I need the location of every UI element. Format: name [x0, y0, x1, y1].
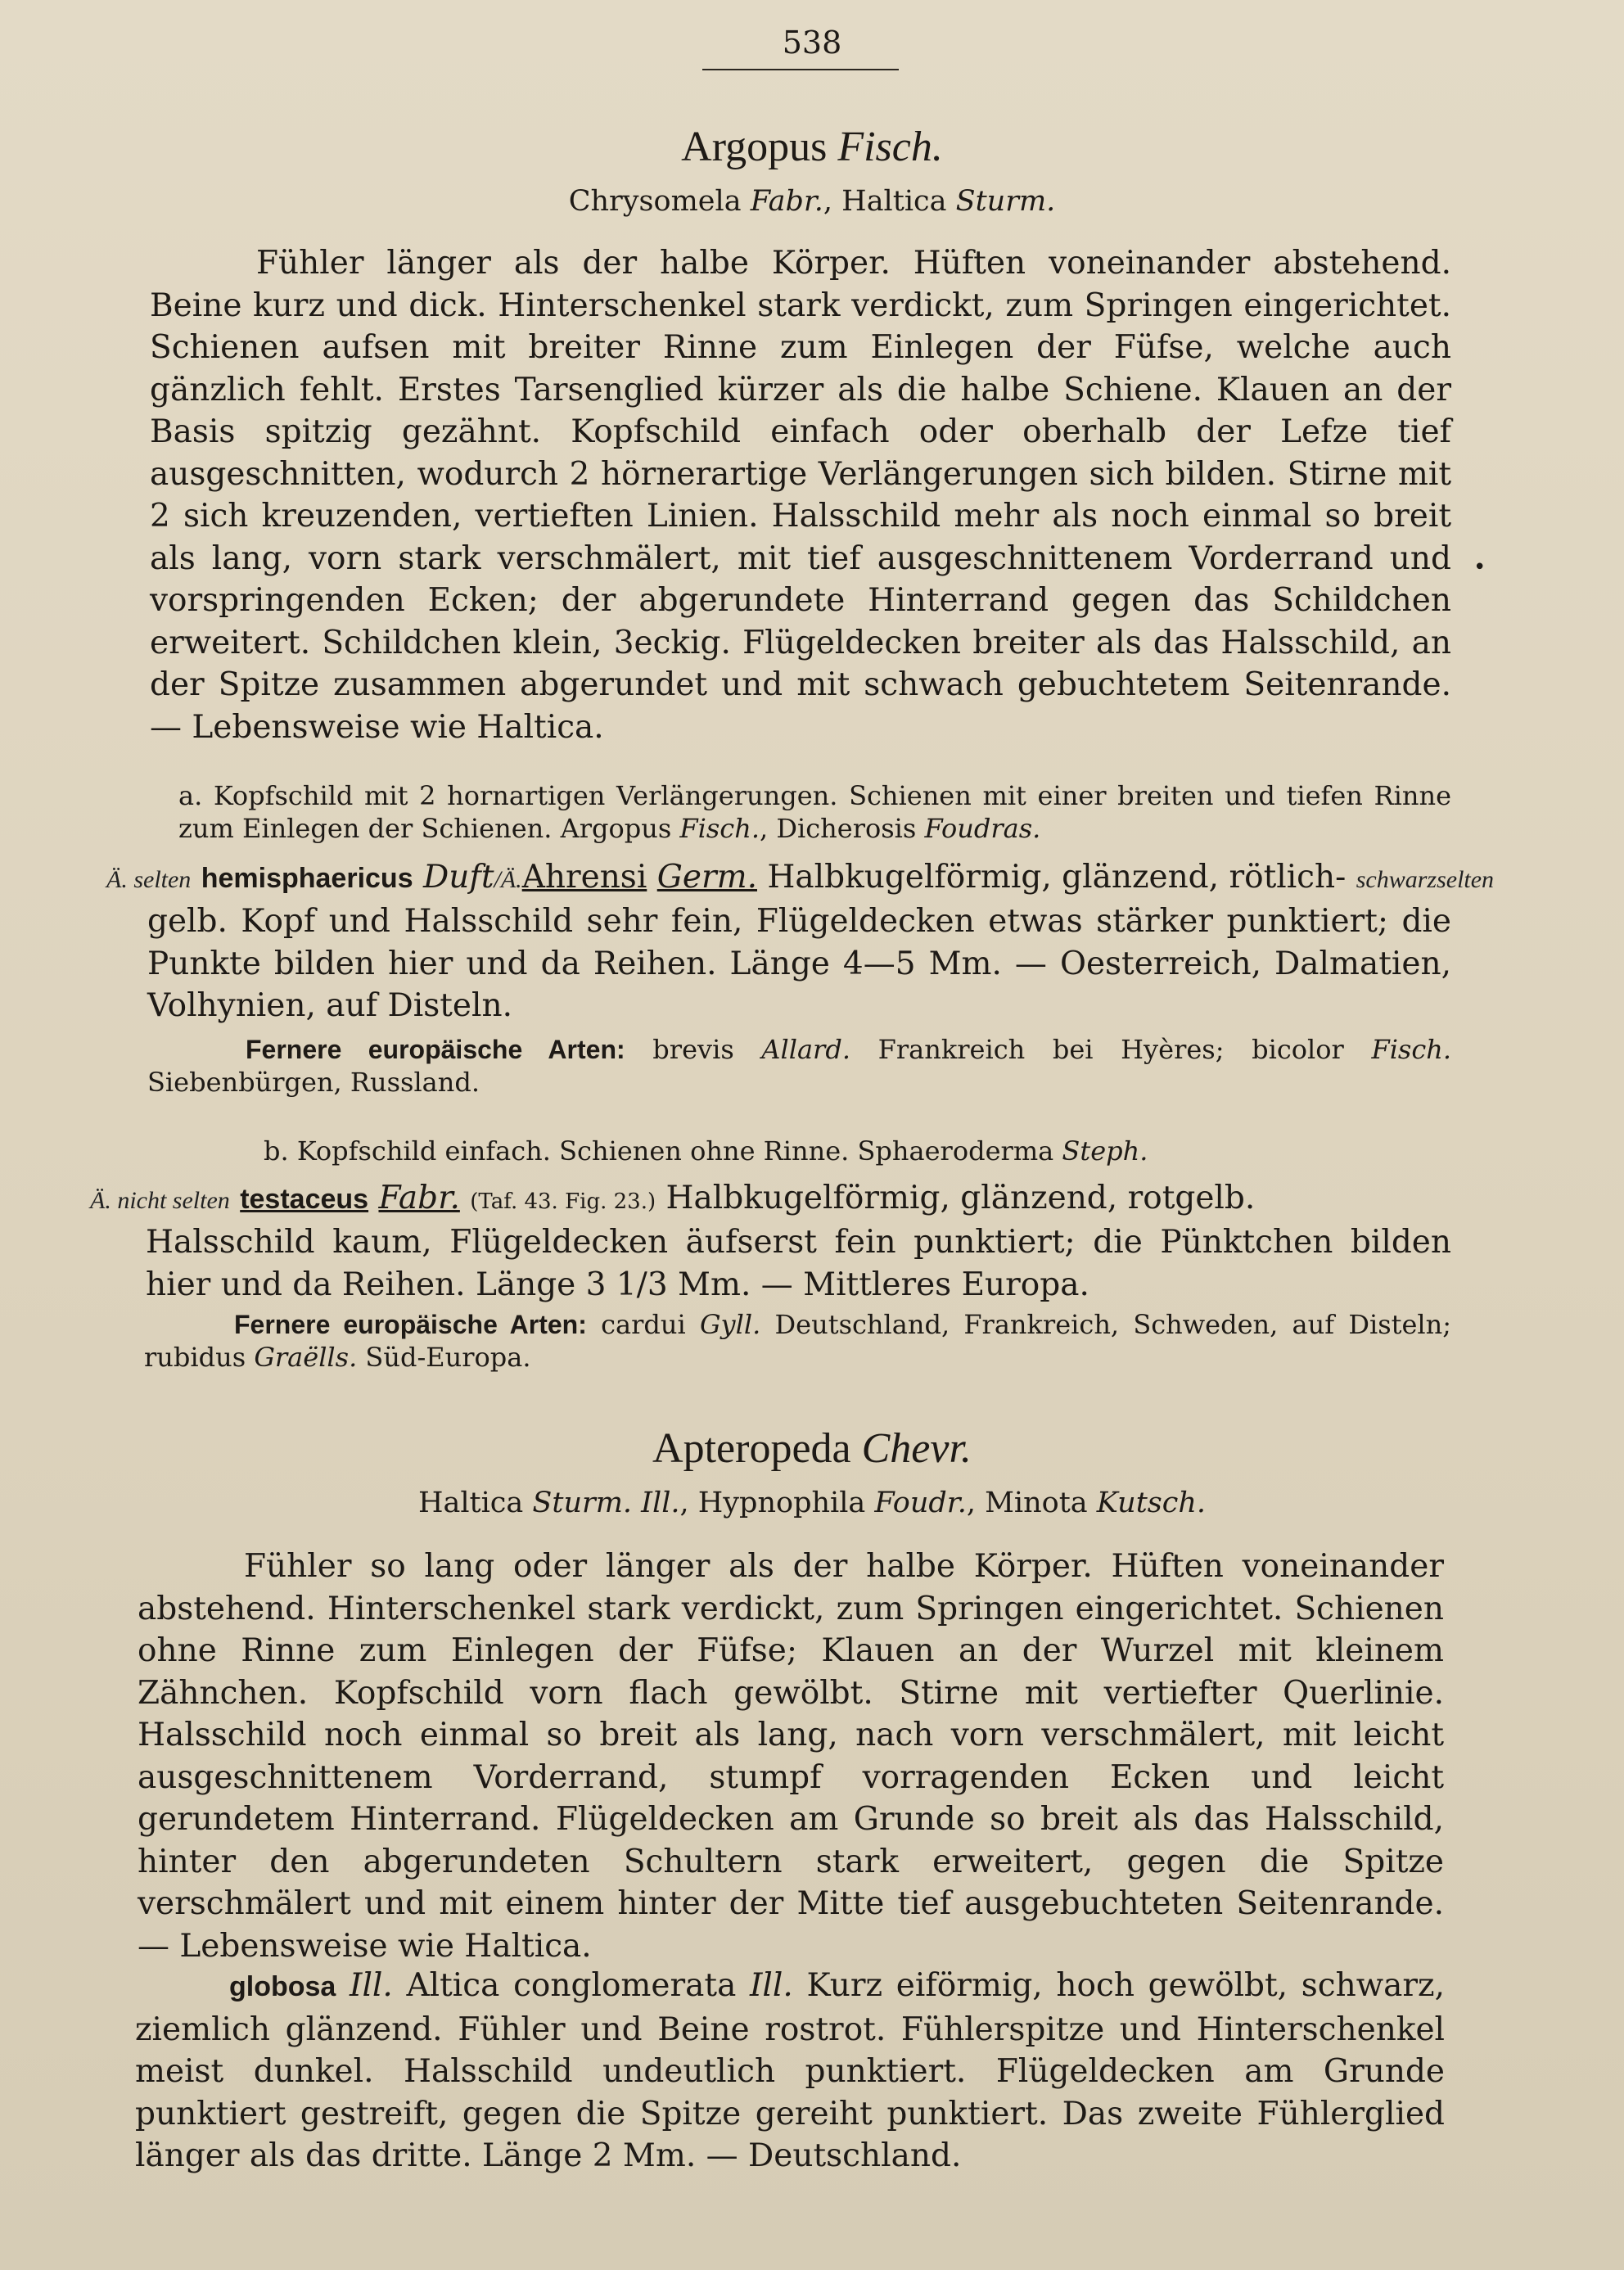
species-hemisphaericus-description: gelb. Kopf und Halsschild sehr fein, Flügeldecken etwas stärker punktiert; die Punkte bilden hier und da Reihen. Länge 4—5 Mm. — Oesterreich, Dalmatien, Volhynien, auf Disteln. [147, 903, 1451, 1024]
handwritten-note: Ä. selten [106, 866, 192, 893]
species-name: testaceus [240, 1184, 369, 1215]
species-hemisphaericus: Ä. selten hemisphaericus Duft/Ä.Ahrensi Germ. Halbkugelförmig, glänzend, rötlich- schwarzselten [106, 859, 1495, 896]
species-testaceus: Ä. nicht selten testaceus Fabr. (Taf. 43. Fig. 23.) Halbkugelförmig, glänzend, rotgelb. [90, 1180, 1256, 1216]
page-number-rule [702, 69, 899, 70]
handwritten-note: schwarzselten [1356, 866, 1495, 893]
genus-synonyms-argopus: Chrysomela Fabr., Haltica Sturm. [568, 185, 1056, 218]
fernere-arten-b: Fernere europäische Arten: cardui Gyll. Deutschland, Frankreich, Schweden, auf Disteln; rubidus Graëlls. Süd-Europa. [144, 1309, 1452, 1373]
genus-description-argopus: Fühler länger als der halbe Körper. Hüften voneinander abstehend. Beine kurz und dick. Hinterschenkel stark verdickt, zum Springen eingerichtet. Schienen aufsen mit breiter Rinne zum Einlegen der Füfse, welche auch gänzlich fehlt. Erstes Tarsenglied kürzer als die halbe Schiene. Klauen an der Basis spitzig gezähnt. Kopfschild einfach oder oberhalb der Lefze tief ausgeschnitten, wodurch 2 hörnerartige Verlängerungen sich bilden. Stirne mit 2 sich kreuzenden, vertieften Linien. Halsschild mehr als noch einmal so breit als lang, vorn stark verschmälert, mit tief ausgeschnittenem Vorderrand und vorspringenden Ecken; der abgerundete Hinterrand gegen das Schildchen erweitert. Schildchen klein, 3eckig. Flügeldecken breiter als das Halsschild, an der Spitze zusammen abgerundet und mit schwach gebuchtetem Seitenrande. — Lebensweise wie Haltica. [150, 245, 1451, 746]
genus-heading-apteropeda: Apteropeda Chevr. [652, 1425, 972, 1472]
genus-synonyms-apteropeda: Haltica Sturm. Ill., Hypnophila Foudr., Minota Kutsch. [417, 1487, 1207, 1519]
margin-mark: • [1473, 555, 1486, 580]
genus-heading-argopus: Argopus Fisch. [681, 124, 943, 170]
species-testaceus-description: Halsschild kaum, Flügeldecken äufserst fein punktiert; die Pünktchen bilden hier und da Reihen. Länge 3 1/3 Mm. — Mittleres Europa. [146, 1224, 1451, 1303]
section-a: a. Kopfschild mit 2 hornartigen Verlängerungen. Schienen mit einer breiten und tiefen Rinne zum Einlegen der Schienen. Argopus Fisch., Dicherosis Foudras. [178, 780, 1451, 844]
section-b: b. Kopfschild einfach. Schienen ohne Rinne. Sphaeroderma Steph. [264, 1135, 1148, 1167]
fernere-arten-a: Fernere europäische Arten: brevis Allard. Frankreich bei Hyères; bicolor Fisch. Siebenbürgen, Russland. [147, 1034, 1452, 1098]
genus-description-apteropeda: Fühler so lang oder länger als der halbe Körper. Hüften voneinander abstehend. Hinterschenkel stark verdickt, zum Springen eingerichtet. Schienen ohne Rinne zum Einlegen der Füfse; Klauen an der Wurzel mit kleinem Zähnchen. Kopfschild vorn flach gewölbt. Stirne mit vertiefter Querlinie. Halsschild noch einmal so breit als lang, nach vorn verschmälert, mit leicht ausgeschnittenem Vorderrand, stumpf vorragenden Ecken und leicht gerundetem Hinterrand. Flügeldecken am Grunde so breit als das Halsschild, hinter den abgerundeten Schultern stark erweitert, gegen die Spitze verschmälert und mit einem hinter der Mitte tief ausgebuchteten Seitenrande. — Lebensweise wie Haltica. [138, 1548, 1444, 1965]
page-number: 538 [782, 25, 842, 61]
species-name: globosa [229, 1971, 336, 2002]
species-name: hemisphaericus [201, 863, 413, 894]
species-globosa: globosa Ill. Altica conglomerata Ill. Kurz eiförmig, hoch gewölbt, schwarz, ziemlich glänzend. Fühler und Beine rostrot. Fühlerspitze und Hinterschenkel meist dunkel. Halsschild undeutlich punktiert. Flügeldecken am Grunde punktiert gestreift, gegen die Spitze gereiht punktiert. Das zweite Fühlerglied länger als das dritte. Länge 2 Mm. — Deutschland. [135, 1967, 1445, 2174]
handwritten-note: Ä. nicht selten [90, 1187, 230, 1214]
handwritten-note: /Ä. [494, 866, 522, 893]
